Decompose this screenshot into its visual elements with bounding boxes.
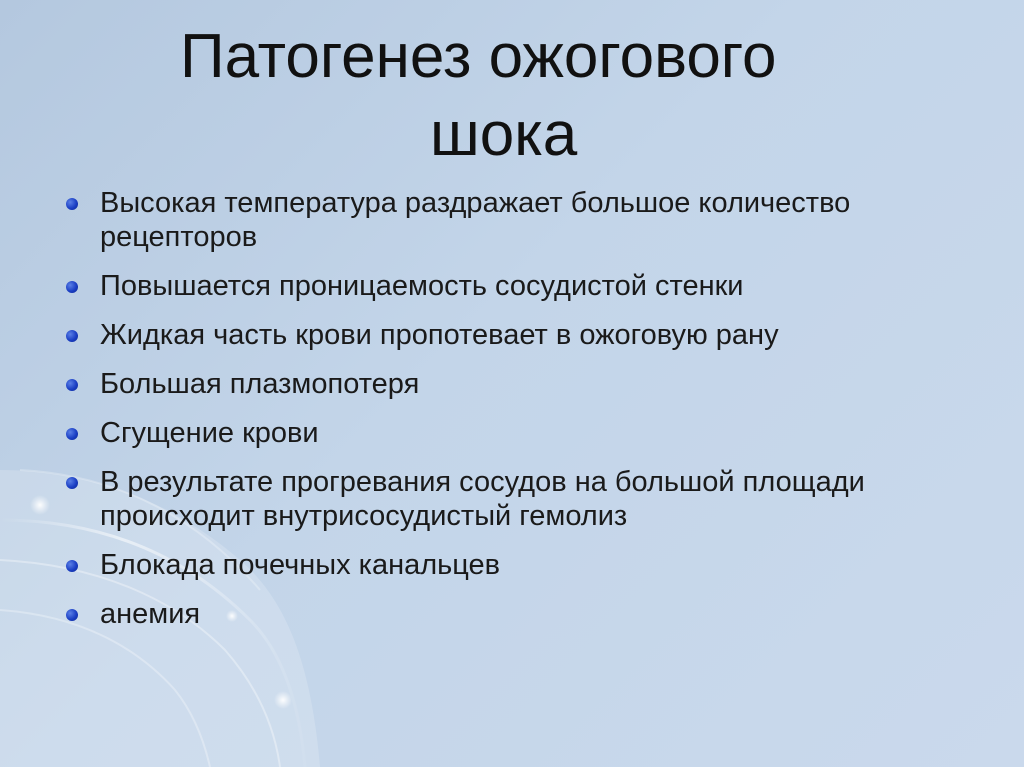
bullet-text: Блокада почечных канальцев <box>100 549 501 581</box>
bullet-dot-icon <box>66 379 78 391</box>
bullet-dot-icon <box>66 281 78 293</box>
bullet-text: Высокая температура раздражает большое количество рецепторов <box>100 187 851 253</box>
bullet-item <box>60 597 960 631</box>
slide-title-line-2: шока <box>430 100 578 169</box>
bullet-text: анемия <box>100 598 201 630</box>
bullet-text: В результате прогревания сосудов на большой площади происходит внутрисосудистый гемолиз <box>100 466 865 532</box>
bullet-text: Повышается проницаемость сосудистой стенки <box>100 270 744 302</box>
bullet-item <box>60 318 960 352</box>
bullet-dot-icon <box>66 609 78 621</box>
bullet-text: Жидкая часть крови пропотевает в ожоговую рану <box>100 319 779 351</box>
bullet-item <box>60 186 960 254</box>
bullet-dot-icon <box>66 560 78 572</box>
bullet-list <box>60 186 960 646</box>
slide-title-line-1: Патогенез ожогового <box>180 22 777 91</box>
slide-title <box>160 18 920 174</box>
bullet-dot-icon <box>66 330 78 342</box>
bullet-text: Сгущение крови <box>100 417 319 449</box>
bullet-item <box>60 416 960 450</box>
bullet-text: Большая плазмопотеря <box>100 368 420 400</box>
bullet-item <box>60 465 960 533</box>
bullet-item <box>60 269 960 303</box>
bullet-dot-icon <box>66 477 78 489</box>
bullet-dot-icon <box>66 428 78 440</box>
bullet-item <box>60 548 960 582</box>
bullet-dot-icon <box>66 198 78 210</box>
bullet-item <box>60 367 960 401</box>
